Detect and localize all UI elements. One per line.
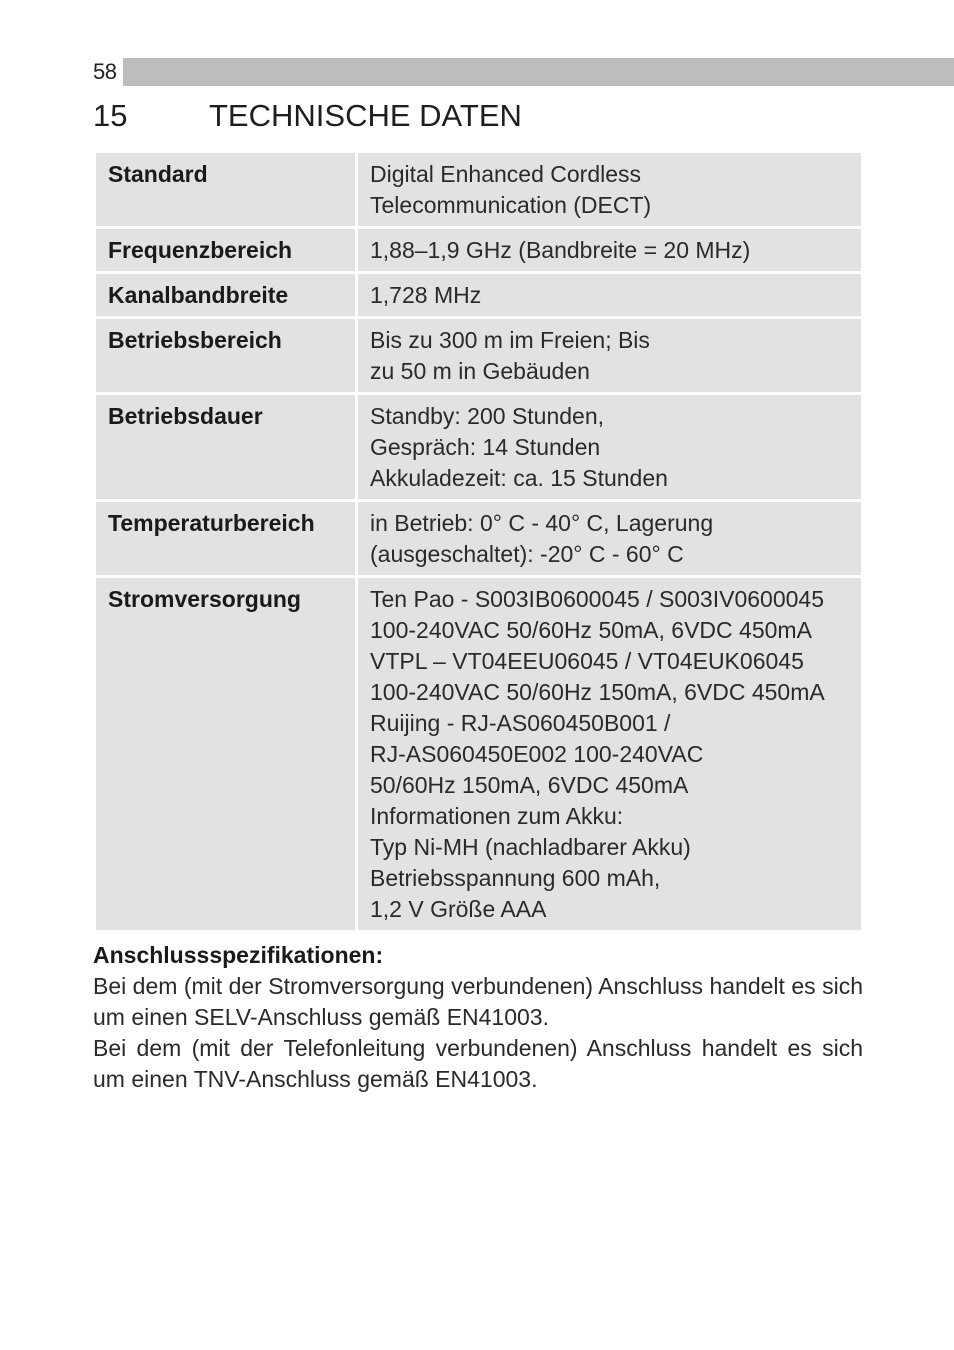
connection-specs [93, 940, 863, 1095]
spec-value [358, 229, 861, 271]
spec-value [358, 319, 861, 392]
connection-specs-paragraph: Bei dem (mit der Stromversorgung verbundenen) Anschluss handelt es sich um einen SELV-Anschluss gemäß EN41003. [93, 973, 863, 1030]
spec-value [358, 274, 861, 316]
spec-value-line: 100-240VAC 50/60Hz 150mA, 6VDC 450mA [370, 679, 825, 705]
connection-specs-title: Anschlussspezifikationen: [93, 942, 384, 968]
spec-row-kanalbandbreite [96, 274, 861, 316]
spec-row-stromversorgung [96, 578, 861, 930]
spec-label: Stromversorgung [96, 578, 355, 930]
spec-value-line: 1,2 V Größe AAA [370, 896, 547, 922]
spec-value-line: VTPL – VT04EEU06045 / VT04EUK06045 [370, 648, 804, 674]
spec-value-line: Ten Pao - S003IB0600045 / S003IV0600045 [370, 586, 824, 612]
spec-row-temperaturbereich [96, 502, 861, 575]
spec-value-line: Typ Ni-MH (nachladbarer Akku) [370, 834, 691, 860]
spec-value-line: 50/60Hz 150mA, 6VDC 450mA [370, 772, 689, 798]
spec-label: Kanalbandbreite [96, 274, 355, 316]
spec-label: Frequenzbereich [96, 229, 355, 271]
connection-specs-paragraph: Bei dem (mit der Telefonleitung verbundenen) Anschluss handelt es sich um einen TNV-Anschluss gemäß EN41003. [93, 1035, 863, 1092]
spec-value-line: Informationen zum Akku: [370, 803, 624, 829]
spec-row-frequenzbereich [96, 229, 861, 271]
spec-value-line: Akkuladezeit: ca. 15 Stunden [370, 465, 668, 491]
page-number: 58 [93, 59, 117, 84]
spec-label: Standard [96, 153, 355, 226]
spec-value-line: Digital Enhanced Cordless [370, 161, 642, 187]
header-bar [123, 58, 954, 86]
section-heading [93, 96, 522, 136]
spec-value-line: 1,88–1,9 GHz (Bandbreite = 20 MHz) [370, 237, 751, 263]
spec-value-line: 1,728 MHz [370, 282, 482, 308]
section-title: TECHNISCHE DATEN [209, 98, 522, 133]
section-number: 15 [93, 98, 128, 133]
spec-value-line: zu 50 m in Gebäuden [370, 358, 590, 384]
spec-value-line: (ausgeschaltet): -20° C - 60° C [370, 541, 684, 567]
spec-row-standard [96, 153, 861, 226]
spec-value [358, 502, 861, 575]
spec-value-line: Standby: 200 Stunden, [370, 403, 605, 429]
spec-row-betriebsdauer [96, 395, 861, 499]
spec-value-line: Ruijing - RJ-AS060450B001 / [370, 710, 671, 736]
spec-value-line: 100-240VAC 50/60Hz 50mA, 6VDC 450mA [370, 617, 812, 643]
spec-value-line: RJ-AS060450E002 100-240VAC [370, 741, 704, 767]
spec-value-line: in Betrieb: 0° C - 40° C, Lagerung [370, 510, 714, 536]
spec-table [93, 150, 864, 933]
spec-value [358, 395, 861, 499]
spec-value [358, 153, 861, 226]
spec-label: Betriebsdauer [96, 395, 355, 499]
page-header [93, 58, 954, 86]
spec-row-betriebsbereich [96, 319, 861, 392]
spec-value-line: Gespräch: 14 Stunden [370, 434, 601, 460]
spec-value [358, 578, 861, 930]
spec-value-line: Telecommunication (DECT) [370, 192, 652, 218]
spec-value-line: Bis zu 300 m im Freien; Bis [370, 327, 650, 353]
spec-label: Temperaturbereich [96, 502, 355, 575]
spec-value-line: Betriebsspannung 600 mAh, [370, 865, 661, 891]
spec-label: Betriebsbereich [96, 319, 355, 392]
